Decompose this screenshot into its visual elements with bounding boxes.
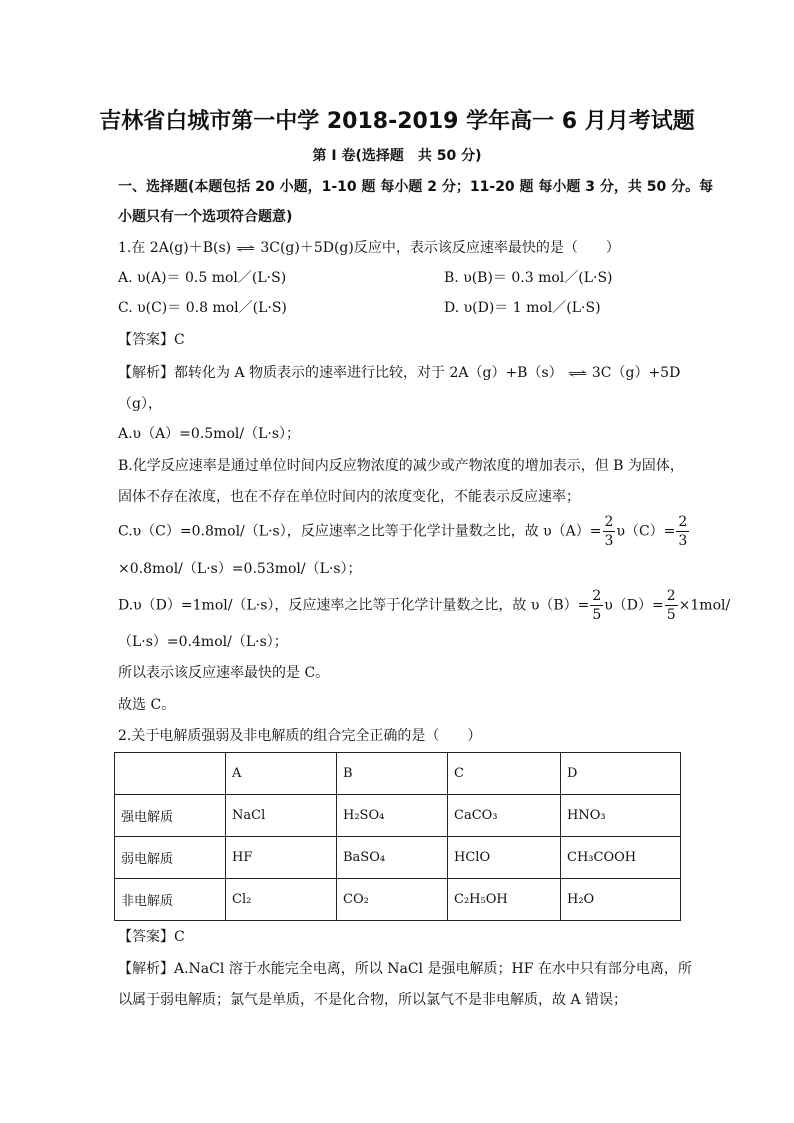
q1-explanation-line2: （g）， bbox=[118, 396, 162, 412]
table-cell bbox=[115, 753, 226, 795]
table-header-row bbox=[115, 753, 681, 795]
q1-explanation-line4: B.化学反应速率是通过单位时间内反应物浓度的减少或产物浓度的增加表示，但 B 为固体， bbox=[118, 458, 684, 474]
q2-explanation-line1: 【解析】A.NaCl 溶于水能完全电离，所以 NaCl 是强电解质；HF 在水中只有部分电离，所 bbox=[118, 961, 692, 977]
page-subtitle: 第 I 卷(选择题 共 50 分) bbox=[312, 148, 482, 164]
table-cell: CH₃COOH bbox=[561, 837, 681, 879]
q1-explanation-line7: ×0.8mol/（L·s）=0.53mol/（L·s）； bbox=[118, 561, 362, 577]
q1-exp-8b: υ（D）= bbox=[604, 597, 664, 614]
fraction-two-fifths: $\frac{2}{5}$ bbox=[666, 588, 676, 623]
fraction-two-thirds: $\frac{2}{3}$ bbox=[604, 514, 614, 549]
table-cell: BaSO₄ bbox=[337, 837, 448, 879]
table-cell: NaCl bbox=[226, 795, 337, 837]
page-title: 吉林省白城市第一中学 2018-2019 学年高一 6 月月考试题 bbox=[99, 109, 695, 134]
q1-option-c: C. υ(C)＝ 0.8 mol／(L·S) bbox=[118, 300, 287, 316]
table-header-cell: D bbox=[561, 753, 681, 795]
table-cell: HF bbox=[226, 837, 337, 879]
q1-explanation-line3: A.υ（A）=0.5mol/（L·s）； bbox=[118, 426, 301, 442]
table-cell: HClO bbox=[448, 837, 561, 879]
q1-exp-1b: 3C（g）+5D bbox=[591, 365, 681, 381]
table-header-cell: A bbox=[226, 753, 337, 795]
q1-exp-6a: C.υ（C）=0.8mol/（L·s），反应速率之比等于化学计量数之比，故 υ（A）= bbox=[118, 523, 602, 540]
table-row-label: 非电解质 bbox=[115, 879, 226, 921]
q1-answer: 【答案】C bbox=[118, 332, 185, 348]
table-cell: H₂SO₄ bbox=[337, 795, 448, 837]
table-row-label: 强电解质 bbox=[115, 795, 226, 837]
q1-explanation-line6 bbox=[118, 513, 690, 550]
section-instructions-line1: 一、选择题(本题包括 20 小题，1-10 题 每小题 2 分；11-20 题 每小题 3 分，共 50 分。每 bbox=[118, 179, 714, 195]
table-row bbox=[115, 795, 681, 837]
q1-explanation-line9: （L·s）=0.4mol/（L·s）； bbox=[118, 634, 288, 650]
table-row bbox=[115, 879, 681, 921]
equilibrium-arrow-icon: ⇌ bbox=[567, 366, 588, 380]
q2-explanation-line2: 以属于弱电解质；氯气是单质，不是化合物，所以氯气不是非电解质，故 A 错误； bbox=[118, 992, 628, 1008]
table-header-cell: B bbox=[337, 753, 448, 795]
q1-option-b: B. υ(B)＝ 0.3 mol／(L·S) bbox=[444, 270, 613, 286]
q1-exp-1a: 【解析】都转化为 A 物质表示的速率进行比较，对于 2A（g）+B（s） bbox=[118, 365, 563, 381]
q1-stem-part2: 3C(g)＋5D(g)反应中，表示该反应速率最快的是（ ） bbox=[260, 240, 620, 256]
q1-option-d: D. υ(D)＝ 1 mol／(L·S) bbox=[444, 300, 601, 316]
question-2-stem: 2.关于电解质强弱及非电解质的组合完全正确的是（ ） bbox=[118, 728, 482, 744]
table-cell: CO₂ bbox=[337, 879, 448, 921]
equilibrium-arrow-icon: ⇌ bbox=[235, 241, 256, 255]
q1-exp-6b: υ（C）= bbox=[616, 523, 676, 540]
q1-exp-8a: D.υ（D）=1mol/（L·s），反应速率之比等于化学计量数之比，故 υ（B）= bbox=[118, 597, 590, 614]
table-row-label: 弱电解质 bbox=[115, 837, 226, 879]
table-cell: Cl₂ bbox=[226, 879, 337, 921]
question-1-stem bbox=[118, 241, 620, 255]
q1-explanation-line1 bbox=[118, 366, 680, 380]
q1-explanation-line8 bbox=[118, 587, 730, 624]
q1-option-a: A. υ(A)＝ 0.5 mol／(L·S) bbox=[118, 270, 287, 286]
table-row bbox=[115, 837, 681, 879]
q1-stem-part1: 1.在 2A(g)＋B(s) bbox=[118, 240, 232, 256]
electrolyte-table bbox=[114, 752, 681, 921]
section-instructions-line2: 小题只有一个选项符合题意) bbox=[118, 209, 293, 225]
q1-explanation-line5: 固体不存在浓度，也在不存在单位时间内的浓度变化，不能表示反应速率； bbox=[118, 489, 580, 505]
q2-answer: 【答案】C bbox=[118, 929, 185, 945]
table-header-cell: C bbox=[448, 753, 561, 795]
table-cell: CaCO₃ bbox=[448, 795, 561, 837]
q1-explanation-line10: 所以表示该反应速率最快的是 C。 bbox=[118, 665, 330, 681]
fraction-two-thirds: $\frac{2}{3}$ bbox=[678, 514, 688, 549]
table-cell: C₂H₅OH bbox=[448, 879, 561, 921]
table-cell: HNO₃ bbox=[561, 795, 681, 837]
q1-explanation-line11: 故选 C。 bbox=[118, 697, 176, 713]
table-cell: H₂O bbox=[561, 879, 681, 921]
fraction-two-fifths: $\frac{2}{5}$ bbox=[592, 588, 602, 623]
q1-exp-8c: ×1mol/ bbox=[678, 597, 731, 614]
